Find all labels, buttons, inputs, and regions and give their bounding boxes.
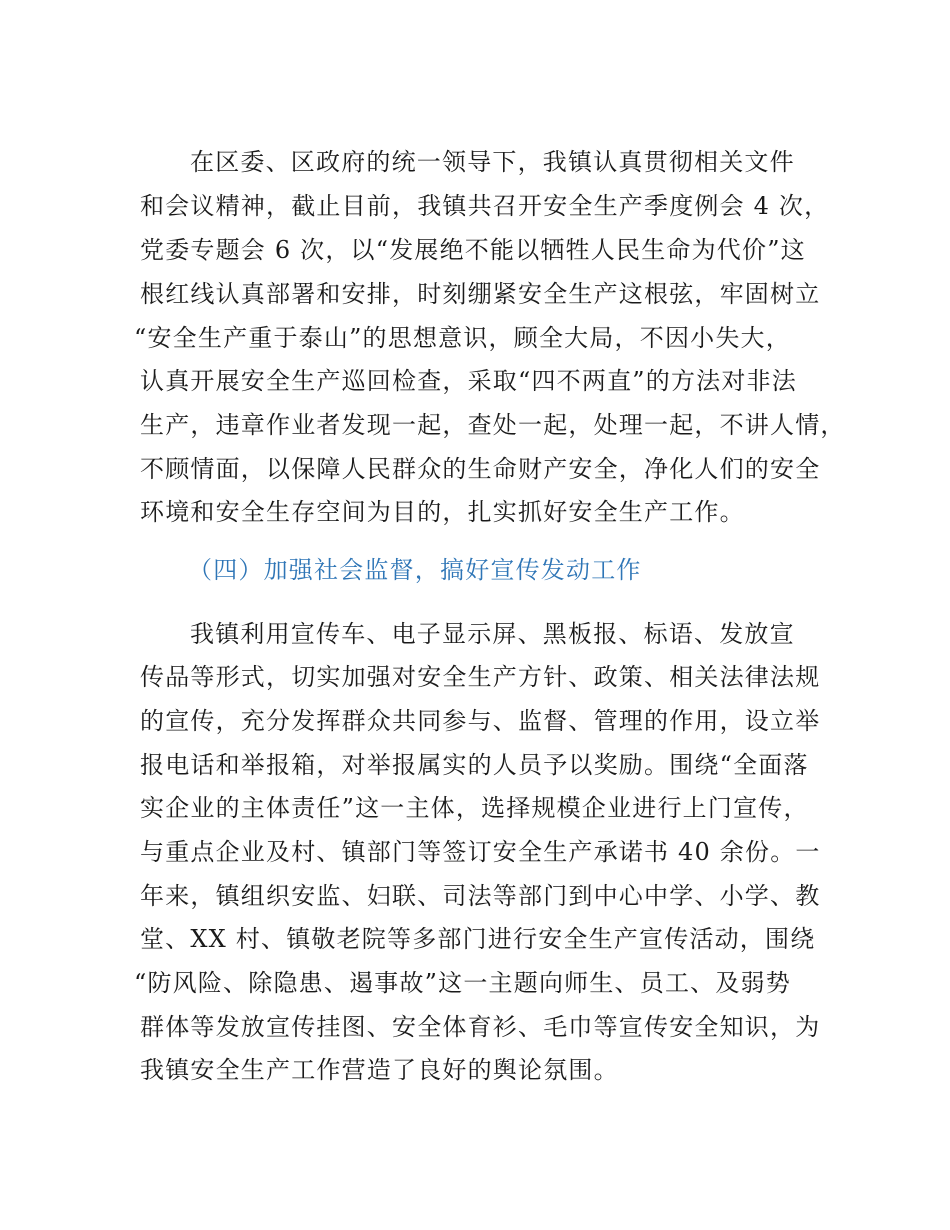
paragraph-1-line-8: 不顾情面，以保障人民群众的生命财产安全，净化人们的安全 — [140, 455, 821, 483]
paragraph-2-line-11: 我镇安全生产工作营造了良好的舆论氛围。 — [140, 1056, 619, 1084]
paragraph-2-line-8: 堂、XX 村、镇敬老院等多部门进行安全生产宣传活动，围绕 — [140, 925, 816, 953]
paragraph-1-line-2: 和会议精神，截止目前，我镇共召开安全生产季度例会 4 次， — [140, 192, 830, 220]
paragraph-1-line-4: 根红线认真部署和安排，时刻绷紧安全生产这根弦，牢固树立 — [140, 280, 821, 308]
paragraph-2-line-4: 报电话和举报箱，对举报属实的人员予以奖励。围绕“全面落 — [140, 751, 809, 779]
paragraph-1-line-7: 生产，违章作业者发现一起，查处一起，处理一起，不讲人情， — [140, 411, 846, 439]
paragraph-1-line-6: 认真开展安全生产巡回检查，采取“四不两直”的方法对非法 — [140, 367, 797, 395]
paragraph-2-line-7: 年来，镇组织安监、妇联、司法等部门到中心中学、小学、教 — [140, 882, 821, 910]
section-heading: （四）加强社会监督，搞好宣传发动工作 — [188, 556, 642, 584]
paragraph-2-line-1: 我镇利用宣传车、电子显示屏、黑板报、标语、发放宣 — [190, 620, 795, 648]
paragraph-1-line-1: 在区委、区政府的统一领导下，我镇认真贯彻相关文件 — [190, 148, 795, 176]
paragraph-2-line-10: 群体等发放宣传挂图、安全体育衫、毛巾等宣传安全知识，为 — [140, 1013, 821, 1041]
paragraph-2-line-3: 的宣传，充分发挥群众共同参与、监督、管理的作用，设立举 — [140, 707, 821, 735]
paragraph-2-line-5: 实企业的主体责任”这一主体，选择规模企业进行上门宣传， — [140, 794, 809, 822]
paragraph-1-line-5: “安全生产重于泰山”的思想意识，顾全大局，不因小失大， — [134, 324, 791, 352]
paragraph-1-line-9: 环境和安全生存空间为目的，扎实抓好安全生产工作。 — [140, 498, 745, 526]
paragraph-2-line-2: 传品等形式，切实加强对安全生产方针、政策、相关法律法规 — [140, 663, 821, 691]
paragraph-2-line-9: “防风险、除隐患、遏事故”这一主题向师生、员工、及弱势 — [134, 969, 791, 997]
paragraph-2-line-6: 与重点企业及村、镇部门等签订安全生产承诺书 40 余份。一 — [140, 838, 821, 866]
paragraph-1-line-3: 党委专题会 6 次，以“发展绝不能以牺牲人民生命为代价”这 — [140, 236, 806, 264]
